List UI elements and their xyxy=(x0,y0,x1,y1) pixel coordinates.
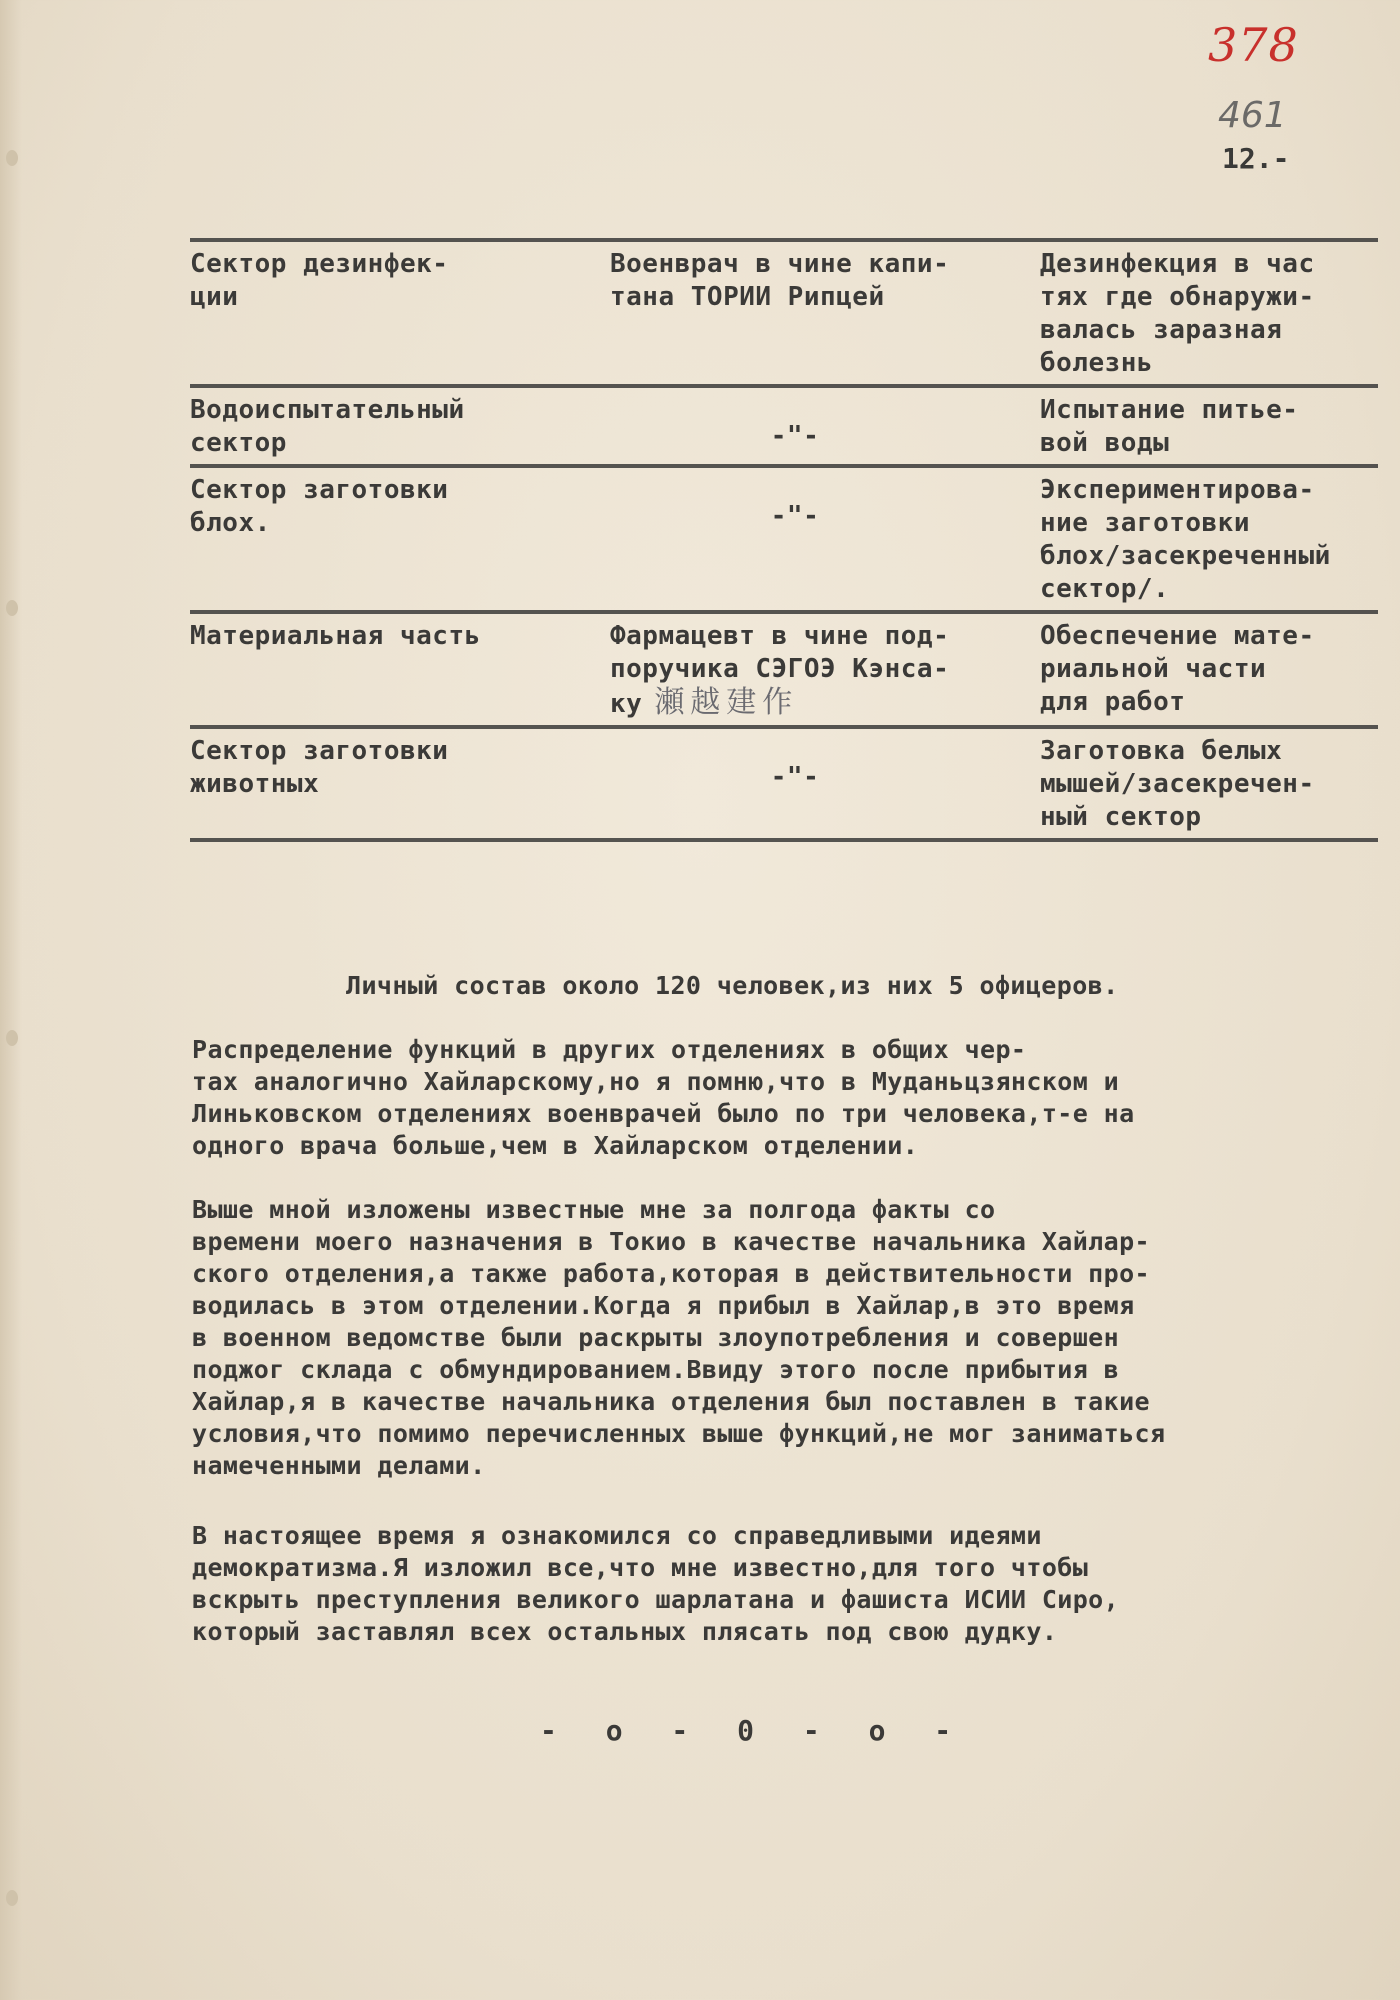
sector-task: Испытание питье- вой воды xyxy=(1040,395,1299,458)
table-row xyxy=(190,388,1378,464)
sector-table xyxy=(190,238,1378,842)
sector-name: Водоиспытательный сектор xyxy=(190,395,465,458)
sector-task: Дезинфекция в час тях где обнаружи- валась заразная болезнь xyxy=(1040,249,1315,378)
sector-head-cell xyxy=(610,620,1040,721)
table-row xyxy=(190,468,1378,610)
table-rule xyxy=(190,838,1378,842)
sector-head-ditto: -"- xyxy=(770,421,820,451)
paragraph-facts: Выше мной изложены известные мне за полгода факты со времени моего назначения в Токио в качестве начальника Хайлар- ского отделения,а также работа,которая в действительности про- водилась в этом отделении.Когда я прибыл в Хайлар,в это время в военном ведомстве были раскрыты злоупотребления и совершен поджог склада с обмундированием.Ввиду этого после прибытия в Хайлар,я в качестве начальника отделения был поставлен в такие условия,что помимо перечисленных выше функций,не мог заниматься намеченными делами. xyxy=(192,1195,1166,1480)
binding-hole xyxy=(6,150,18,166)
binding-hole xyxy=(6,600,18,616)
sector-head: Военврач в чине капи- тана ТОРИИ Рипцей xyxy=(610,249,950,312)
table-row xyxy=(190,242,1378,384)
sector-head: Фармацевт в чине под- поручика СЭГОЭ Кэнса- ку xyxy=(610,621,950,719)
sector-name: Сектор дезинфек- ции xyxy=(190,249,449,312)
archive-number-handwritten: 378 xyxy=(1208,18,1299,72)
paragraph-functions: Распределение функций в других отделениях в общих чер- тах аналогично Хайларскому,но я помню,что в Муданьцзянском и Линьковском отделениях военврачей было по три человека,т-е на одного врача больше,чем в Хайларском отделении. xyxy=(192,1035,1135,1160)
binding-hole xyxy=(6,1030,18,1046)
sector-task: Заготовка белых мышей/засекречен- ный сектор xyxy=(1040,736,1315,832)
sector-head-ditto: -"- xyxy=(770,501,820,531)
end-mark: - о - 0 - о - xyxy=(540,1714,968,1747)
handwritten-kanji-name: 瀬越建作 xyxy=(654,685,799,720)
sector-task: Обеспечение мате- риальной части для работ xyxy=(1040,621,1315,717)
sector-name: Сектор заготовки животных xyxy=(190,736,449,799)
paragraph-conclusion: В настоящее время я ознакомился со справедливыми идеями демократизма.Я изложил все,что мне известно,для того чтобы вскрыть преступления великого шарлатана и фашиста ИСИИ Сиро, который заставлял всех остальных плясать под свою дудку. xyxy=(192,1521,1120,1646)
sector-name: Материальная часть xyxy=(190,621,481,651)
page-number: 12.- xyxy=(1222,142,1290,175)
binding-hole xyxy=(6,1890,18,1906)
staff-summary: Личный состав около 120 человек,из них 5 офицеров. xyxy=(346,971,1119,1000)
table-row xyxy=(190,614,1378,725)
sector-head-ditto: -"- xyxy=(770,762,820,792)
sector-task: Экспериментирова- ние заготовки блох/засекреченный сектор/. xyxy=(1040,475,1331,604)
sector-name: Сектор заготовки блох. xyxy=(190,475,449,538)
page-edge xyxy=(0,0,22,2000)
archive-number-secondary: 461 xyxy=(1218,95,1287,136)
table-row xyxy=(190,729,1378,838)
